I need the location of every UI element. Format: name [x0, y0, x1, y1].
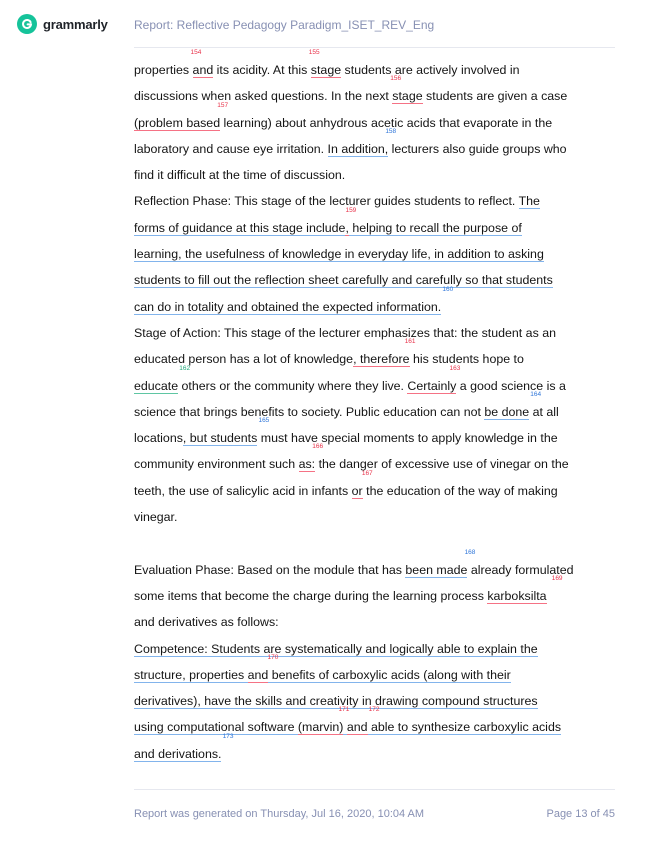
- issue-mark[interactable]: be done 164: [484, 390, 542, 419]
- text-line: Evaluation Phase: Based on the module that has been made 168 already formulated: [134, 548, 574, 577]
- issue-mark[interactable]: 156 stage: [390, 75, 423, 104]
- text-line: locations, but students 165 must have special moments to apply knowledge in the: [134, 417, 558, 446]
- text-line: [134, 706, 618, 740]
- footer-divider: [134, 789, 615, 790]
- report-generated-date: Report was generated on Thursday, Jul 16, 2020, 10:04 AM: [134, 808, 425, 820]
- issue-mark[interactable]: In addition, 158: [327, 127, 397, 156]
- issue-mark[interactable]: 154 and: [190, 49, 214, 77]
- issue-mark[interactable]: and derivations. 173: [134, 732, 234, 761]
- text-line: properties 154 and its acidity. At this 155 stage students are actively involved in: [134, 49, 520, 77]
- issue-mark[interactable]: derivatives), have the skills and creativity in drawing compound structures: [134, 694, 538, 709]
- grammarly-logo: [17, 14, 108, 34]
- issue-number: 169: [551, 574, 563, 582]
- text-line: community environment such as: 166 the danger of excessive use of vinegar on the: [134, 443, 569, 472]
- text-line: [134, 267, 618, 293]
- text-line: Reflection Phase: This stage of the lecturer guides students to reflect. The: [134, 194, 540, 209]
- brand-name: grammarly: [43, 16, 108, 32]
- issue-mark[interactable]: educate 162: [134, 364, 191, 393]
- text-line: educate 162 others or the community where they live. Certainly 163 a good science is a: [134, 364, 566, 393]
- issue-number: 157: [217, 101, 229, 109]
- page-number: Page 13 of 45: [546, 808, 615, 820]
- issue-mark[interactable]: and 170: [247, 653, 279, 682]
- issue-number: 161: [404, 338, 416, 346]
- issue-mark[interactable]: , therefore 161: [353, 338, 416, 367]
- issue-mark[interactable]: been made 168: [405, 548, 476, 577]
- text-line: [134, 285, 618, 320]
- text-line: vinegar.: [134, 510, 178, 525]
- text-line: and derivatives as follows:: [134, 615, 279, 630]
- issue-number: 156: [390, 75, 402, 83]
- text-line: [134, 732, 618, 767]
- text-line: [134, 636, 618, 662]
- issue-number: 173: [222, 732, 234, 740]
- text-line: Stage of Action: This stage of the lecturer emphasizes that: the student as an: [134, 325, 556, 340]
- issue-number: 159: [345, 206, 357, 214]
- header-divider: [134, 47, 615, 48]
- issue-mark[interactable]: (marvin) 171: [297, 706, 350, 735]
- text-line: science that brings benefits to society. Public education can not be done 164 at all: [134, 390, 559, 419]
- text-line: find it difficult at the time of discussion.: [134, 168, 346, 183]
- issue-mark[interactable]: The: [518, 194, 540, 209]
- issue-number: 170: [267, 653, 279, 661]
- report-title: Report: Reflective Pedagogy Paradigm_ISET_REV_Eng: [134, 18, 435, 32]
- issue-mark[interactable]: Competence: Students are systematically and logically able to explain the: [134, 641, 538, 656]
- issue-mark[interactable]: or 167: [351, 469, 373, 498]
- text-line: teeth, the use of salicylic acid in infants or 167 the education of the way of making: [134, 469, 558, 498]
- issue-mark[interactable]: and 172: [346, 706, 380, 735]
- issue-number: 172: [368, 706, 380, 714]
- text-line: (problem based 157 learning) about anhydrous acetic acids that evaporate in the: [134, 101, 553, 130]
- issue-mark[interactable]: karboksilta 169: [487, 574, 563, 603]
- text-line: discussions when asked questions. In the next 156 stage students are given a case: [134, 75, 568, 104]
- text-line: educated person has a lot of knowledge, therefore 161 his students hope to: [134, 338, 524, 367]
- issue-mark[interactable]: using computational software (marvin) 171 and 172 able to synthesize carboxylic acids: [134, 706, 562, 735]
- text-line: [134, 206, 618, 241]
- issue-mark[interactable]: (problem based 157: [134, 101, 229, 130]
- issue-mark[interactable]: can do in totality and obtained the expected information. 160: [134, 285, 454, 314]
- issue-mark[interactable]: , but students 165: [182, 417, 270, 446]
- issue-number: 163: [449, 364, 461, 372]
- issue-mark[interactable]: Certainly 163: [407, 364, 461, 393]
- issue-number: 167: [361, 469, 373, 477]
- issue-number: 166: [312, 443, 324, 451]
- issue-number: 155: [308, 49, 320, 56]
- text-line: [134, 241, 618, 267]
- issue-mark[interactable]: learning, the usefulness of knowledge in everyday life, in addition to asking: [134, 247, 544, 262]
- grammarly-g-icon: [17, 14, 37, 34]
- issue-mark[interactable]: , 159: [345, 206, 357, 235]
- text-line: some items that become the charge during the learning process karboksilta 169: [134, 574, 563, 603]
- issue-number: 158: [385, 127, 397, 135]
- text-line: laboratory and cause eye irritation. In addition, 158 lecturers also guide groups who: [134, 127, 567, 156]
- issue-mark[interactable]: forms of guidance at this stage include, 159 helping to recall the purpose of: [134, 206, 522, 235]
- issue-mark[interactable]: students to fill out the reflection sheet carefully and carefully so that students: [134, 273, 553, 288]
- issue-number: 160: [442, 285, 454, 293]
- issue-mark[interactable]: as: 166: [298, 443, 324, 472]
- report-header: [0, 0, 650, 52]
- issue-number: 165: [258, 417, 270, 425]
- issue-number: 154: [190, 49, 202, 56]
- issue-number: 171: [338, 706, 350, 714]
- issue-number: 162: [179, 364, 191, 372]
- paragraph-gap: [134, 530, 618, 556]
- issue-number: 164: [530, 390, 542, 398]
- issue-number: 168: [464, 548, 476, 556]
- issue-mark[interactable]: 155 stage: [308, 49, 342, 77]
- issue-mark[interactable]: structure, properties and 170 benefits of carboxylic acids (along with their: [134, 653, 511, 682]
- document-body: [134, 49, 618, 767]
- text-line: [134, 653, 618, 688]
